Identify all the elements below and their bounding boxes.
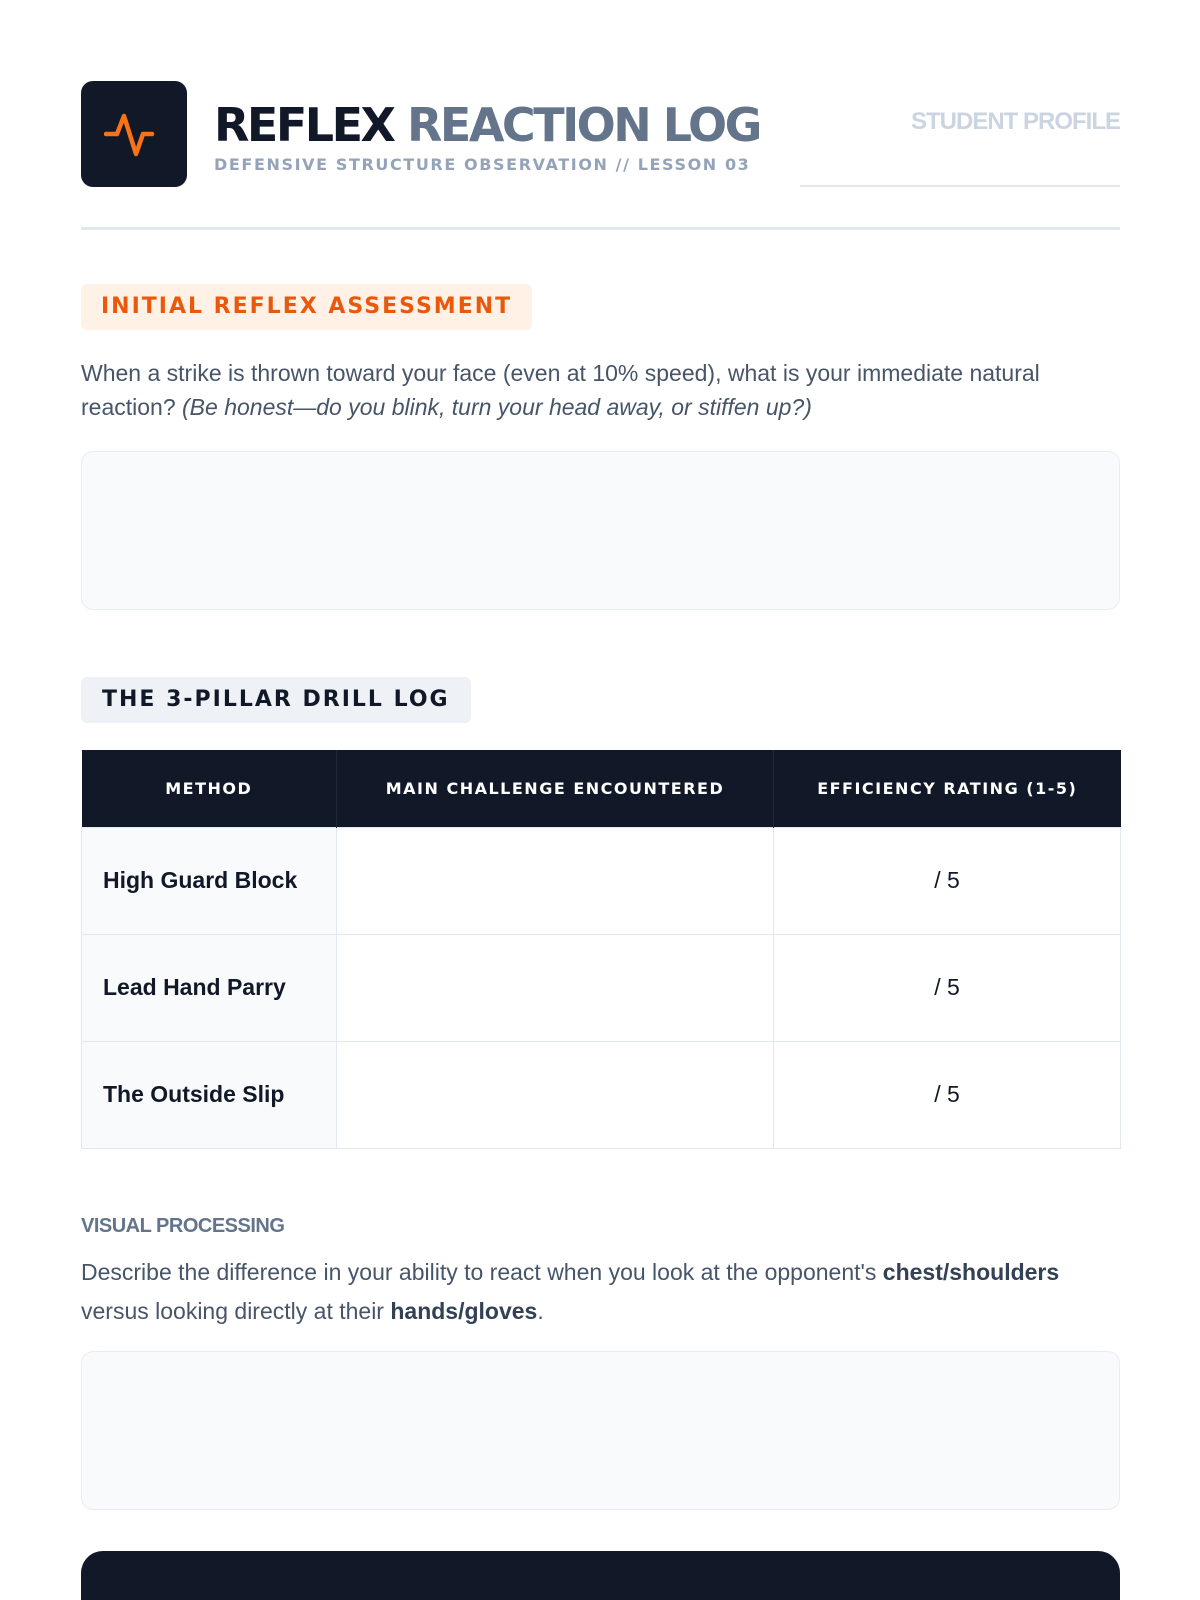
method-cell: Lead Hand Parry xyxy=(82,934,337,1041)
visual-processing-answer-box[interactable] xyxy=(81,1351,1120,1510)
drill-log-table xyxy=(81,750,1121,1149)
vp-question-bold-chest: chest/shoulders xyxy=(882,1259,1060,1285)
assessment-question-hint: (Be honest—do you blink, turn your head away, or stiffen up?) xyxy=(182,394,812,420)
table-header-row xyxy=(82,750,1121,827)
vp-question-bold-hands: hands/gloves xyxy=(390,1298,538,1324)
assessment-question-text: When a strike is thrown toward your face (even at 10% speed), what is your immediate natural reaction? xyxy=(81,360,1040,420)
page-subtitle: DEFENSIVE STRUCTURE OBSERVATION // LESSON 03 xyxy=(214,155,751,174)
table-row xyxy=(82,1041,1121,1148)
section-tag-initial-assessment: INITIAL REFLEX ASSESSMENT xyxy=(81,284,532,330)
header xyxy=(81,81,1120,229)
rating-cell[interactable]: / 5 xyxy=(774,827,1121,934)
worksheet-page xyxy=(81,0,1120,1600)
vp-question-end: . xyxy=(537,1298,544,1324)
footer-banner xyxy=(81,1551,1120,1600)
assessment-question xyxy=(81,356,1120,424)
challenge-cell[interactable] xyxy=(337,827,774,934)
challenge-cell[interactable] xyxy=(337,934,774,1041)
vp-question-part1: Describe the difference in your ability to react when you look at the opponent's xyxy=(81,1259,877,1285)
method-cell: The Outside Slip xyxy=(82,1041,337,1148)
visual-processing-label: VISUAL PROCESSING xyxy=(81,1215,285,1237)
table-row xyxy=(82,934,1121,1041)
rating-cell[interactable]: / 5 xyxy=(774,1041,1121,1148)
title-accent: REACTION LOG xyxy=(406,98,760,152)
column-header-method: METHOD xyxy=(82,750,337,827)
assessment-answer-box[interactable] xyxy=(81,451,1120,610)
header-divider xyxy=(81,227,1120,230)
table-row xyxy=(82,827,1121,934)
student-profile-label: STUDENT PROFILE xyxy=(910,108,1120,135)
vp-question-part2: versus looking directly at their xyxy=(81,1298,384,1324)
visual-processing-question xyxy=(81,1253,1120,1331)
pulse-icon xyxy=(104,104,164,164)
page-title xyxy=(214,97,760,153)
method-cell: High Guard Block xyxy=(82,827,337,934)
challenge-cell[interactable] xyxy=(337,1041,774,1148)
rating-cell[interactable]: / 5 xyxy=(774,934,1121,1041)
logo xyxy=(81,81,187,187)
section-tag-drill-log: THE 3-PILLAR DRILL LOG xyxy=(81,677,471,723)
column-header-challenge: MAIN CHALLENGE ENCOUNTERED xyxy=(337,750,774,827)
column-header-rating: EFFICIENCY RATING (1-5) xyxy=(774,750,1121,827)
student-profile-field[interactable] xyxy=(800,185,1120,187)
title-primary: REFLEX xyxy=(214,98,394,152)
